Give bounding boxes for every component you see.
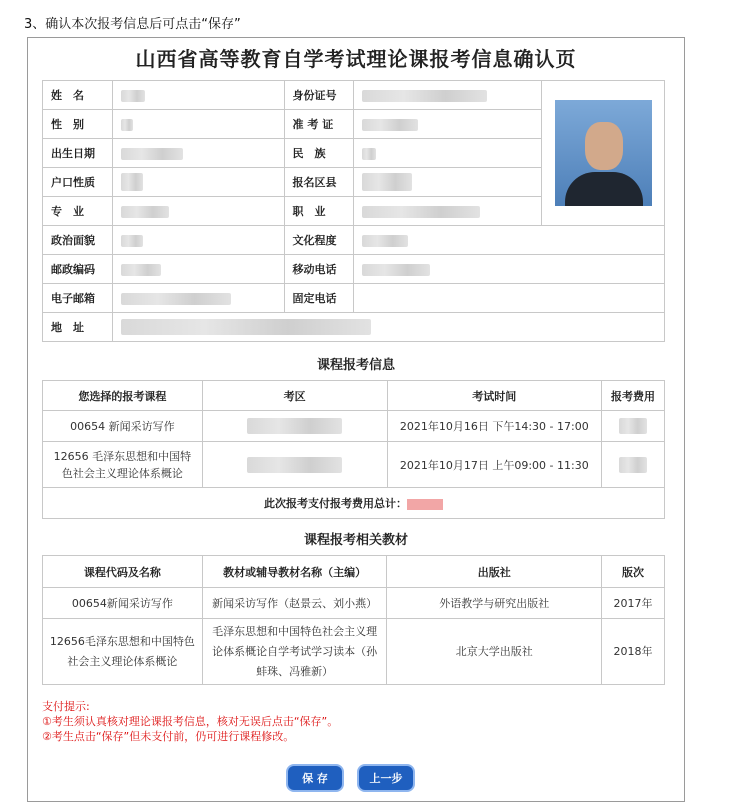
label-id-number: 身份证号 (284, 81, 354, 110)
personal-info-table (42, 80, 665, 342)
value-gender (112, 110, 284, 139)
table-row (43, 442, 665, 488)
label-household-type: 户口性质 (43, 168, 113, 197)
exam-time: 2021年10月16日 下午14:30 - 17:00 (387, 411, 602, 442)
course-name: 00654 新闻采访写作 (43, 411, 203, 442)
save-button[interactable]: 保 存 (288, 766, 342, 790)
info-row (43, 255, 665, 284)
label-address: 地 址 (43, 313, 113, 342)
value-admission-ticket (354, 110, 542, 139)
col-exam-time: 考试时间 (387, 381, 602, 411)
fee-total-label: 此次报考支付报考费用总计： (264, 497, 407, 510)
label-email: 电子邮箱 (43, 284, 113, 313)
value-ethnicity (354, 139, 542, 168)
label-ethnicity: 民 族 (284, 139, 354, 168)
fee-total-row (43, 488, 665, 519)
value-address (112, 313, 664, 342)
table-row (43, 411, 665, 442)
info-row (43, 313, 665, 342)
label-education: 文化程度 (284, 226, 354, 255)
book-publisher: 外语教学与研究出版社 (387, 588, 602, 619)
value-birth-date (112, 139, 284, 168)
value-education (354, 226, 665, 255)
value-household-type (112, 168, 284, 197)
course-fee (602, 442, 665, 488)
table-row (43, 588, 665, 619)
confirmation-panel (27, 37, 685, 802)
table-row (43, 619, 665, 685)
label-postal-code: 邮政编码 (43, 255, 113, 284)
label-gender: 性 别 (43, 110, 113, 139)
tips-line-1: ①考生须认真核对理论课报考信息，核对无误后点击“保存”。 (42, 715, 339, 728)
book-course: 12656毛泽东思想和中国特色社会主义理论体系概论 (43, 619, 203, 685)
value-landline (354, 284, 665, 313)
fee-total-value (407, 499, 443, 510)
value-email (112, 284, 284, 313)
payment-tips (42, 699, 338, 744)
course-header-row (43, 381, 665, 411)
col-course-code: 课程代码及名称 (43, 556, 203, 588)
value-mobile-phone (354, 255, 665, 284)
label-birth-date: 出生日期 (43, 139, 113, 168)
book-title: 新闻采访写作（赵景云、刘小燕） (202, 588, 387, 619)
course-table (42, 380, 665, 519)
exam-time: 2021年10月17日 上午09:00 - 11:30 (387, 442, 602, 488)
fee-total-cell (43, 488, 665, 519)
applicant-photo (555, 100, 652, 206)
value-name (112, 81, 284, 110)
col-textbook: 教材或辅导教材名称（主编） (202, 556, 387, 588)
label-political-status: 政治面貌 (43, 226, 113, 255)
col-publisher: 出版社 (387, 556, 602, 588)
value-occupation (354, 197, 542, 226)
previous-step-button[interactable]: 上一步 (359, 766, 413, 790)
label-major: 专 业 (43, 197, 113, 226)
col-exam-area: 考区 (202, 381, 387, 411)
label-name: 姓 名 (43, 81, 113, 110)
label-landline: 固定电话 (284, 284, 354, 313)
textbook-table (42, 555, 665, 685)
col-fee: 报考费用 (602, 381, 665, 411)
col-course: 您选择的报考课程 (43, 381, 203, 411)
info-row (43, 81, 665, 110)
value-political-status (112, 226, 284, 255)
info-row (43, 226, 665, 255)
book-edition: 2017年 (602, 588, 665, 619)
label-occupation: 职 业 (284, 197, 354, 226)
value-district (354, 168, 542, 197)
tips-line-2: ②考生点击“保存”但未支付前，仍可进行课程修改。 (42, 730, 295, 743)
book-edition: 2018年 (602, 619, 665, 685)
col-edition: 版次 (602, 556, 665, 588)
page-title: 山西省高等教育自学考试理论课报考信息确认页 (135, 47, 577, 71)
tips-heading: 支付提示: (42, 700, 90, 713)
book-header-row (43, 556, 665, 588)
exam-area (202, 411, 387, 442)
course-section-title: 课程报考信息 (316, 358, 395, 373)
info-row (43, 284, 665, 313)
value-id-number (354, 81, 542, 110)
course-fee (602, 411, 665, 442)
label-district: 报名区县 (284, 168, 354, 197)
step-caption: 3、确认本次报考信息后可点击“保存” (24, 17, 241, 32)
course-name: 12656 毛泽东思想和中国特色社会主义理论体系概论 (43, 442, 203, 488)
book-publisher: 北京大学出版社 (387, 619, 602, 685)
photo-cell (542, 81, 665, 226)
book-section-title: 课程报考相关教材 (303, 533, 408, 548)
value-postal-code (112, 255, 284, 284)
value-major (112, 197, 284, 226)
label-admission-ticket: 准 考 证 (284, 110, 354, 139)
book-title: 毛泽东思想和中国特色社会主义理论体系概论自学考试学习读本（孙蚌珠、冯雅新） (202, 619, 387, 685)
label-mobile-phone: 移动电话 (284, 255, 354, 284)
exam-area (202, 442, 387, 488)
book-course: 00654新闻采访写作 (43, 588, 203, 619)
